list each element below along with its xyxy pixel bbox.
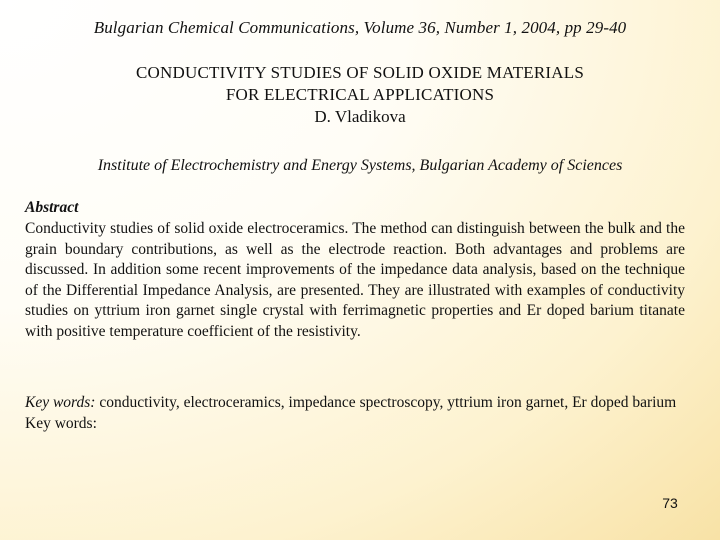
title-line-1: CONDUCTIVITY STUDIES OF SOLID OXIDE MATERIALS <box>136 63 584 82</box>
journal-citation: Bulgarian Chemical Communications, Volume 36, Number 1, 2004, pp 29-40 <box>93 18 627 37</box>
paper-title <box>0 62 720 106</box>
keywords <box>25 393 690 434</box>
affiliation: Institute of Electrochemistry and Energy Systems, Bulgarian Academy of Sciences <box>97 157 623 174</box>
title-line-2: FOR ELECTRICAL APPLICATIONS <box>225 85 495 104</box>
keywords-text: conductivity, electroceramics, impedance spectroscopy, yttrium iron garnet, Er doped barium Key words: <box>25 394 677 432</box>
abstract-heading: Abstract <box>25 199 79 216</box>
keywords-label: Key words: <box>25 394 96 411</box>
page-number: 73 <box>662 495 678 511</box>
abstract-text: Conductivity studies of solid oxide electroceramics. The method can distinguish between the bulk and the grain boundary contributions, as well as the electrode reaction. Both advantages and problems are discussed. In addition some recent improvements of the impedance data analysis, based on the technique of the Differential Impedance Analysis, are presented. They are illustrated with examples of conductivity studies on yttrium iron garnet single crystal with ferrimagnetic properties and Er doped barium titanate with positive temperature coefficient of the resistivity. <box>25 220 685 340</box>
author: D. Vladikova <box>314 107 406 126</box>
